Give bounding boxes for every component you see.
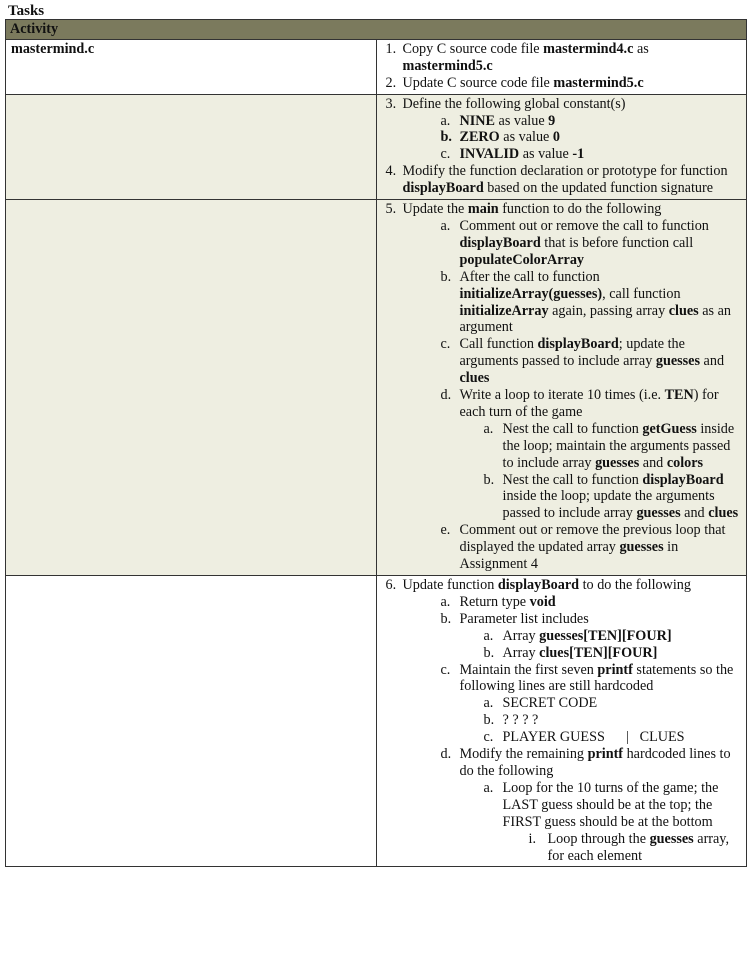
file-cell: mastermind.c [6, 39, 377, 94]
text-run: Parameter list includes [459, 610, 589, 627]
text-run: SECRET CODE [502, 695, 598, 712]
list-item [381, 336, 743, 387]
text-run: ? ? ? ? [502, 712, 539, 729]
list-marker: a. [483, 695, 494, 712]
list-marker: b. [440, 610, 452, 627]
code-term: displayBoard [402, 180, 484, 197]
code-term: guesses [619, 539, 664, 556]
list-item [381, 41, 743, 75]
instructions-cell [376, 94, 747, 199]
list-marker: 4. [385, 163, 397, 180]
list-item [381, 96, 743, 113]
list-marker: b. [483, 644, 495, 661]
list-marker: c. [483, 729, 494, 746]
list-item [381, 472, 743, 523]
list-marker: b. [483, 471, 495, 488]
text-run: Copy C source code file [402, 40, 544, 57]
list-item [381, 611, 743, 628]
activity-header: Activity [6, 20, 747, 40]
code-term: -1 [572, 146, 585, 163]
text-run: hardcoded lines to do the following [459, 746, 731, 779]
list-item [381, 712, 743, 729]
code-term: guesses [649, 830, 694, 847]
instructions-cell [376, 576, 747, 867]
list-marker: a. [483, 420, 494, 437]
list-item [381, 421, 743, 472]
list-marker: c. [440, 336, 451, 353]
list-item [381, 75, 743, 92]
list-item [381, 577, 743, 594]
list-marker: c. [440, 146, 451, 163]
text-run: as value [494, 112, 549, 129]
list-marker: b. [440, 129, 452, 146]
list-item [381, 129, 743, 146]
table-row [6, 200, 747, 576]
text-run: again, passing array [548, 302, 669, 319]
list-item [381, 746, 743, 780]
code-term: NINE [459, 112, 495, 129]
text-run: Comment out or remove the call to function [459, 217, 709, 234]
code-term: TEN [664, 387, 694, 404]
list-marker: 6. [385, 577, 397, 593]
list-item [381, 645, 743, 662]
text-run: Array [502, 644, 540, 661]
text-run: Loop for the 10 turns of the game; the LAST guess should be at the top; the FIRST guess should be at the bottom [502, 779, 719, 830]
text-run: , call function [602, 285, 681, 302]
file-cell [6, 200, 377, 576]
code-term: colors [666, 454, 704, 471]
code-term: guesses [595, 454, 640, 471]
text-run: Maintain the first seven [459, 661, 598, 678]
list-marker: i. [528, 830, 536, 847]
list-marker: b. [483, 712, 495, 729]
list-item [381, 113, 743, 130]
list-item [381, 780, 743, 831]
code-term: clues [708, 505, 739, 522]
list-item [381, 269, 743, 337]
table-row [6, 576, 747, 867]
text-run: and [680, 505, 709, 522]
code-term: guesses [655, 353, 700, 370]
code-term: mastermind5.c [402, 57, 493, 74]
text-run: as value [519, 146, 573, 163]
file-cell [6, 576, 377, 867]
code-term: clues [668, 302, 699, 319]
code-term: getGuess [642, 420, 697, 437]
text-run: Nest the call to function [502, 420, 643, 437]
text-run: Update function [402, 577, 498, 593]
text-run: Array [502, 627, 540, 644]
code-term: 9 [548, 112, 556, 129]
list-marker: d. [440, 387, 452, 404]
text-run: inside the loop; maintain the arguments passed to include array [502, 420, 735, 471]
text-run: and [639, 454, 667, 471]
list-item [381, 831, 743, 865]
text-run: Write a loop to iterate 10 times (i.e. [459, 387, 665, 404]
list-marker: a. [440, 593, 451, 610]
code-term: displayBoard [497, 577, 580, 593]
code-term: 0 [552, 129, 560, 146]
text-run: ; update the arguments passed to include array [459, 336, 685, 370]
list-item [381, 662, 743, 696]
code-term: populateColorArray [459, 251, 585, 268]
code-term: printf [597, 661, 633, 678]
text-run: Update the [402, 201, 468, 218]
list-item [381, 201, 743, 218]
list-item [381, 163, 743, 197]
list-marker: b. [440, 268, 452, 285]
code-term: guesses[TEN][FOUR] [539, 627, 672, 644]
text-run: as value [499, 129, 553, 146]
text-run: ) for each turn of the game [459, 387, 719, 420]
text-run: Modify the function declaration or prototype for function [402, 163, 728, 180]
code-term: main [467, 201, 499, 218]
code-term: ZERO [459, 129, 500, 146]
code-term: void [529, 593, 556, 610]
file-cell [6, 94, 377, 199]
page-title: Tasks [8, 3, 45, 19]
code-term: mastermind5.c [553, 74, 644, 91]
list-marker: c. [440, 661, 451, 678]
list-item [381, 695, 743, 712]
list-item [381, 729, 743, 746]
text-run: inside the loop; update the arguments passed to include array [502, 488, 715, 522]
code-term: mastermind4.c [543, 40, 634, 57]
list-item [381, 218, 743, 269]
list-marker: 3. [385, 95, 397, 112]
list-marker: a. [440, 217, 451, 234]
list-marker: a. [440, 112, 451, 129]
table-header-row [6, 20, 747, 40]
list-marker: 2. [385, 74, 397, 91]
text-run: as [633, 40, 649, 57]
table-row [6, 94, 747, 199]
code-term: displayBoard [537, 336, 619, 353]
text-run: and [700, 353, 725, 370]
text-run: to do the following [579, 577, 691, 593]
list-marker: d. [440, 746, 452, 763]
list-marker: a. [483, 627, 494, 644]
list-item [381, 594, 743, 611]
text-run: Loop through the [547, 830, 650, 847]
code-term: displayBoard [459, 234, 541, 251]
list-marker: 5. [385, 201, 397, 218]
code-term: initializeArray [459, 302, 549, 319]
text-run: that is before function call [540, 234, 694, 251]
text-run: statements so the following lines are still hardcoded [459, 661, 734, 695]
tasks-table [5, 19, 747, 867]
text-run: Update C source code file [402, 74, 554, 91]
code-term: guesses [636, 505, 681, 522]
text-run: based on the updated function signature [483, 180, 714, 197]
text-run: function to do the following [498, 201, 662, 218]
text-run: Return type [459, 593, 530, 610]
text-run: array, for each element [547, 830, 730, 864]
code-term: printf [587, 746, 624, 763]
instructions-cell [376, 200, 747, 576]
text-run: Nest the call to function [502, 471, 643, 488]
code-term: displayBoard [642, 471, 724, 488]
list-marker: a. [483, 779, 494, 796]
table-row [6, 39, 747, 94]
list-marker: e. [440, 522, 451, 539]
text-run: Comment out or remove the previous loop that displayed the updated array [459, 522, 726, 556]
text-run: Modify the remaining [459, 746, 588, 763]
text-run: PLAYER GUESS | CLUES [502, 729, 685, 746]
text-run: Define the following global constant(s) [402, 95, 626, 112]
code-term: initializeArray(guesses) [459, 285, 603, 302]
list-item [381, 628, 743, 645]
text-run: Call function [459, 336, 538, 353]
list-item [381, 522, 743, 573]
instructions-cell [376, 39, 747, 94]
table-body [6, 39, 747, 867]
code-term: INVALID [459, 146, 520, 163]
list-item [381, 387, 743, 421]
list-item [381, 146, 743, 163]
code-term: clues[TEN][FOUR] [539, 644, 658, 661]
text-run: After the call to function [459, 268, 600, 285]
code-term: clues [459, 370, 490, 387]
text-run: as an argument [459, 302, 731, 336]
text-run: in Assignment 4 [459, 539, 679, 573]
list-marker: 1. [385, 40, 397, 57]
